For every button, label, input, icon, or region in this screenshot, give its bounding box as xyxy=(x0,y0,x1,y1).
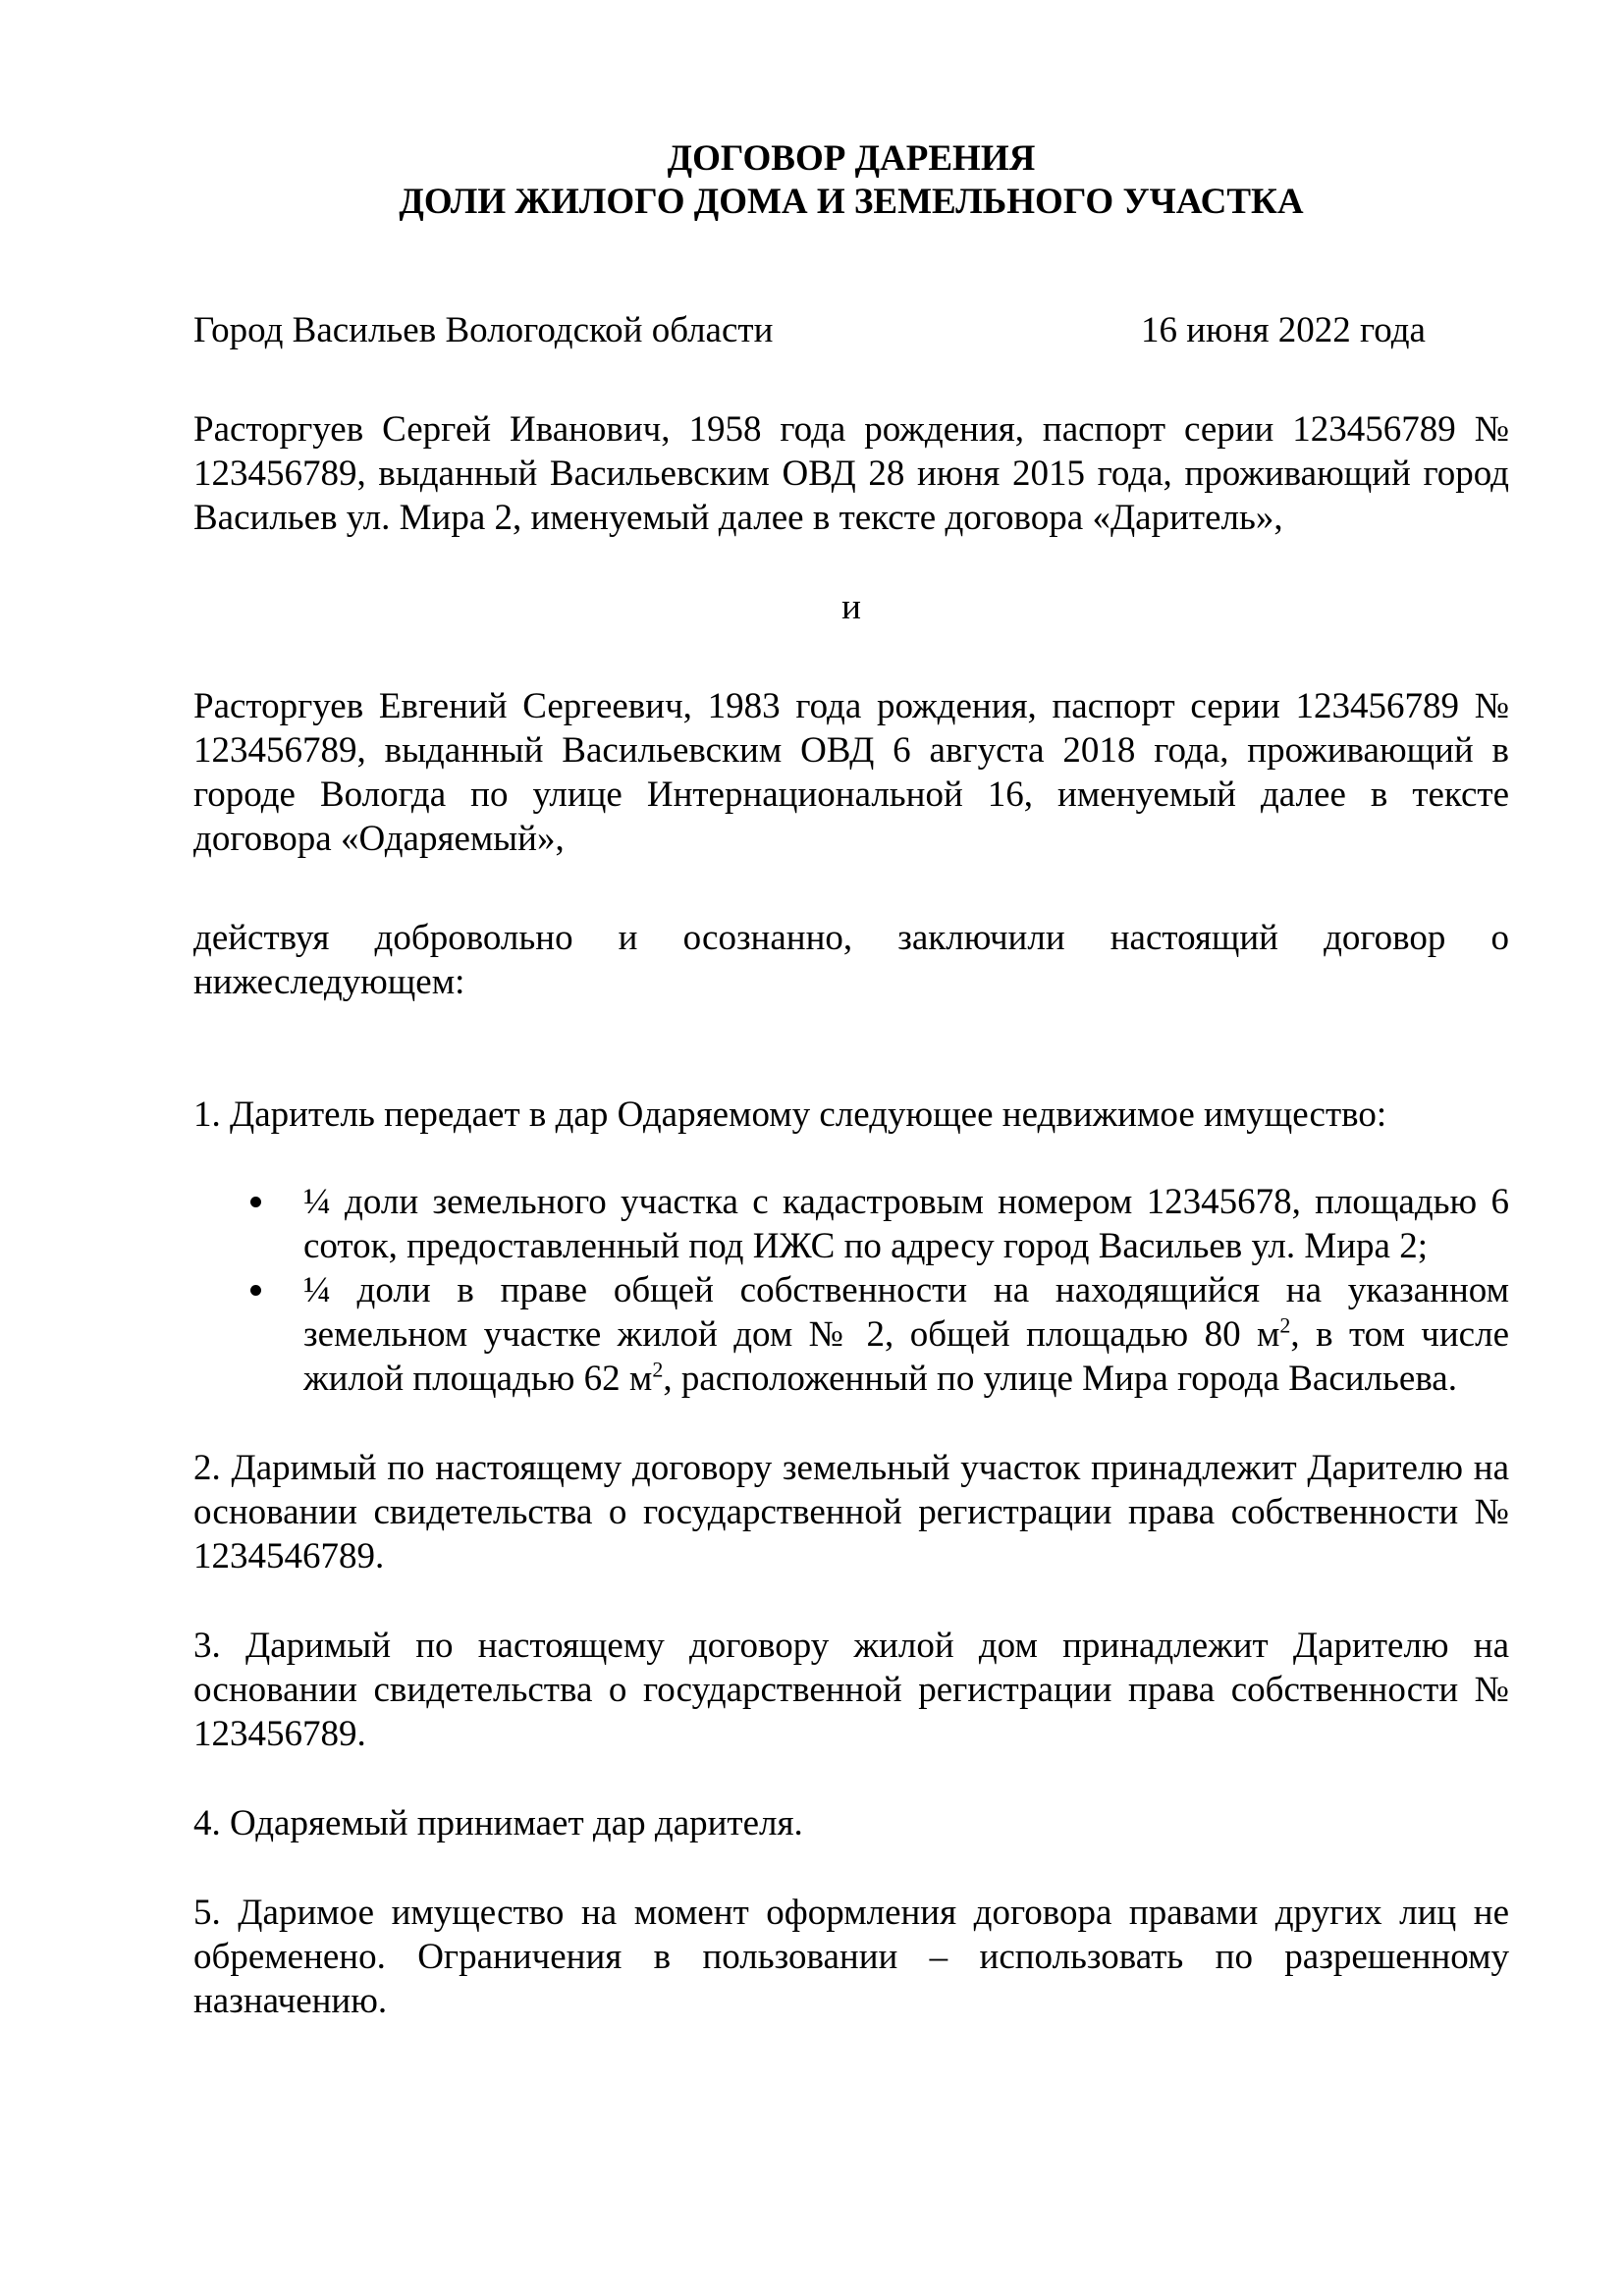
house-text-part-2: , в том числе жилой площадью 62 м xyxy=(303,1314,1509,1399)
house-text-part-1: ¼ доли в праве общей собственности на находящийся на указанном земельном участке жилой дом № 2, общей площадью 80 м xyxy=(303,1270,1509,1355)
bullet-icon xyxy=(250,1285,261,1296)
property-list xyxy=(193,1180,1509,1401)
contract-city: Город Васильев Вологодской области xyxy=(193,310,774,350)
superscript-2: 2 xyxy=(1279,1312,1291,1338)
superscript-2: 2 xyxy=(652,1357,664,1382)
clause-1: 1. Даритель передает в дар Одаряемому следующее недвижимое имущество: xyxy=(193,1095,1387,1135)
document-body xyxy=(193,137,1509,2023)
bullet-icon xyxy=(250,1197,261,1207)
clause-4: 4. Одаряемый принимает дар дарителя. xyxy=(193,1803,803,1843)
donor-paragraph: Расторгуев Сергей Иванович, 1958 года рождения, паспорт серии 123456789 № 123456789, выданный Васильевским ОВД 28 июня 2015 года, проживающий город Васильев ул. Мира 2, именуемый далее в тексте договора «Даритель», xyxy=(193,409,1509,538)
house-text-part-3: , расположенный по улице Мира города Васильева. xyxy=(663,1359,1457,1399)
conjunction: и xyxy=(841,587,861,627)
document-title xyxy=(193,137,1509,224)
title-line-2: ДОЛИ ЖИЛОГО ДОМА И ЗЕМЕЛЬНОГО УЧАСТКА xyxy=(399,182,1304,222)
list-item xyxy=(193,1268,1509,1401)
place-date-line xyxy=(193,308,1509,352)
property-item-land: ¼ доли земельного участка с кадастровым номером 12345678, площадью 6 соток, предоставленный под ИЖС по адресу город Васильев ул. Мира 2; xyxy=(303,1182,1509,1266)
list-item xyxy=(193,1180,1509,1268)
title-line-1: ДОГОВОР ДАРЕНИЯ xyxy=(667,138,1036,179)
clause-5: 5. Даримое имущество на момент оформления договора правами других лиц не обременено. Ограничения в пользовании – использовать по разрешенному назначению. xyxy=(193,1893,1509,2021)
preamble-paragraph: действуя добровольно и осознанно, заключили настоящий договор о нижеследующем: xyxy=(193,918,1509,1002)
donee-paragraph: Расторгуев Евгений Сергеевич, 1983 года рождения, паспорт серии 123456789 № 123456789, выданный Васильевским ОВД 6 августа 2018 года, проживающий в городе Вологда по улице Интернациональной 16, именуемый далее в тексте договора «Одаряемый», xyxy=(193,686,1509,859)
clause-2: 2. Даримый по настоящему договору земельный участок принадлежит Дарителю на основании свидетельства о государственной регистрации права собственности № 1234546789. xyxy=(193,1448,1509,1576)
clause-3: 3. Даримый по настоящему договору жилой дом принадлежит Дарителю на основании свидетельства о государственной регистрации права собственности № 123456789. xyxy=(193,1626,1509,1754)
contract-date: 16 июня 2022 года xyxy=(1141,310,1426,350)
property-item-house xyxy=(303,1270,1509,1399)
